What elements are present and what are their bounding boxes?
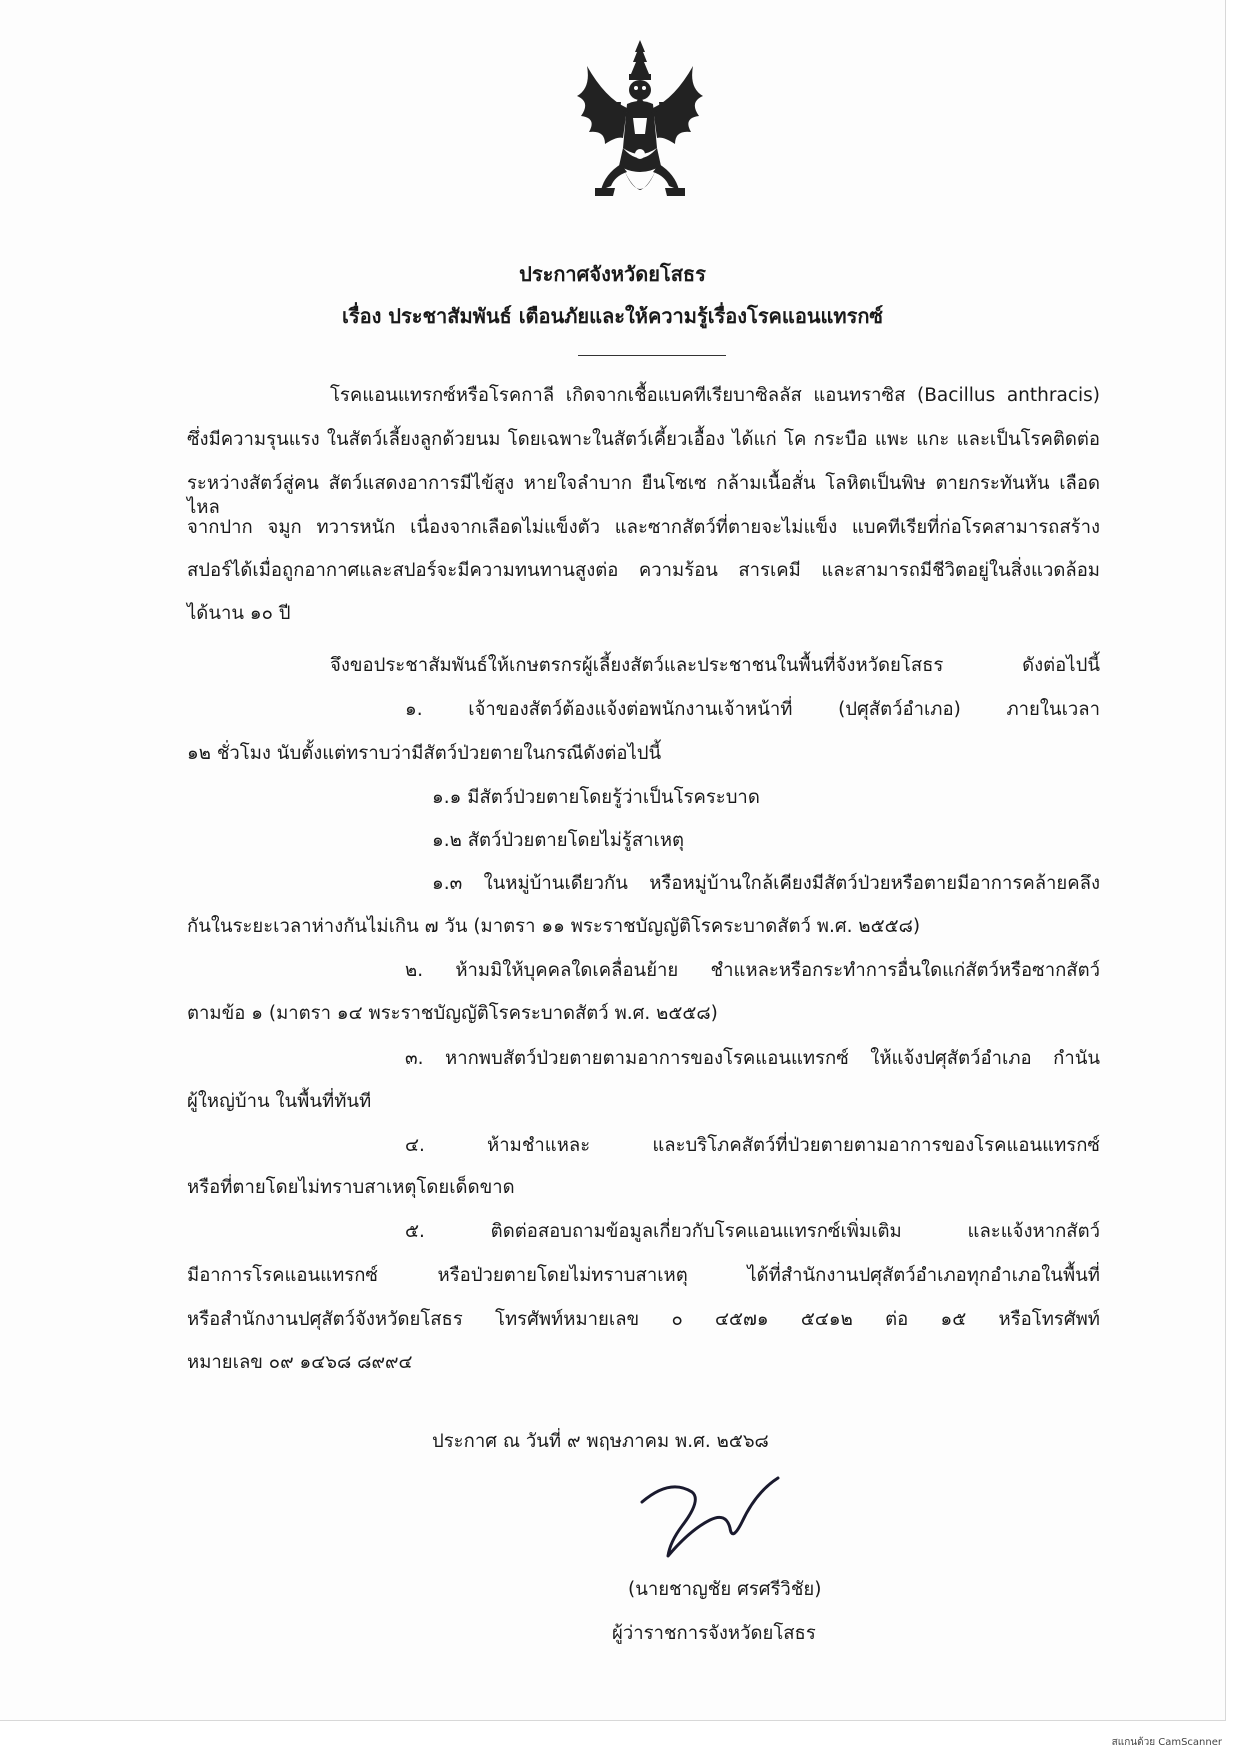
camscanner-footer: สแกนด้วย CamScanner	[1111, 1737, 1222, 1748]
signer-title: ผู้ว่าราชการจังหวัดยโสธร	[612, 1623, 816, 1644]
body-line-9: ๓. หากพบสัตว์ป่วยตายตามอาการของโรคแอนแทรกซ์ ให้แจ้งปศุสัตว์อำเภอ กำนัน	[405, 1048, 1100, 1069]
body-line-10: ผู้ใหญ่บ้าน ในพื้นที่ทันที	[187, 1091, 372, 1112]
date-line: ประกาศ ณ วันที่ ๙ พฤษภาคม พ.ศ. ๒๕๖๘	[432, 1431, 769, 1452]
signer-name: (นายชาญชัย ศรศรีวิชัย)	[628, 1579, 822, 1600]
body-line-1: ๑. เจ้าของสัตว์ต้องแจ้งต่อพนักงานเจ้าหน้าที่ (ปศุสัตว์อำเภอ) ภายในเวลา	[405, 699, 1100, 720]
intro-line-6: ได้นาน ๑๐ ปี	[187, 603, 291, 624]
body-line-11: ๔. ห้ามชำแหละ และบริโภคสัตว์ที่ป่วยตายตามอาการของโรคแอนแทรกซ์	[405, 1135, 1100, 1156]
body-line-16: หมายเลข ๐๙ ๑๔๖๘ ๘๙๙๔	[187, 1352, 413, 1373]
body-line-8: ตามข้อ ๑ (มาตรา ๑๔ พระราชบัญญัติโรคระบาดสัตว์ พ.ศ. ๒๕๕๘)	[187, 1003, 718, 1024]
body-line-14: มีอาการโรคแอนแทรกซ์ หรือป่วยตายโดยไม่ทราบสาเหตุ ได้ที่สำนักงานปศุสัตว์อำเภอทุกอำเภอในพื้นที่	[187, 1265, 1100, 1286]
body-line-2: ๑๒ ชั่วโมง นับตั้งแต่ทราบว่ามีสัตว์ป่วยตายในกรณีดังต่อไปนี้	[187, 743, 662, 764]
announce-line: จึงขอประชาสัมพันธ์ให้เกษตรกรผู้เลี้ยงสัตว์และประชาชนในพื้นที่จังหวัดยโสธร ดังต่อไปนี้	[330, 655, 1100, 676]
document-subject: เรื่อง ประชาสัมพันธ์ เตือนภัยและให้ความรู้เรื่องโรคแอนแทรกซ์	[341, 304, 884, 328]
body-line-7: ๒. ห้ามมิให้บุคคลใดเคลื่อนย้าย ชำแหละหรือกระทำการอื่นใดแก่สัตว์หรือซากสัตว์	[405, 960, 1100, 981]
body-line-6: กันในระยะเวลาห่างกันไม่เกิน ๗ วัน (มาตรา ๑๑ พระราชบัญญัติโรคระบาดสัตว์ พ.ศ. ๒๕๕๘)	[187, 916, 921, 937]
intro-line-3: ระหว่างสัตว์สู่คน สัตว์แสดงอาการมีไข้สูง หายใจลำบาก ยืนโซเซ กล้ามเนื้อสั่น โลหิตเป็นพิษ ตายกระทันหัน เลือดไหล	[187, 473, 1100, 518]
intro-line-5: สปอร์ได้เมื่อถูกอากาศและสปอร์จะมีความทนทานสูงต่อ ความร้อน สารเคมี และสามารถมีชีวิตอยู่ในสิ่งแวดล้อม	[187, 560, 1100, 581]
body-line-12: หรือที่ตายโดยไม่ทราบสาเหตุโดยเด็ดขาด	[187, 1177, 515, 1198]
body-line-15: หรือสำนักงานปศุสัตว์จังหวัดยโสธร โทรศัพท์หมายเลข ๐ ๔๕๗๑ ๕๔๑๒ ต่อ ๑๕ หรือโทรศัพท์	[187, 1309, 1100, 1330]
intro-line-2: ซึ่งมีความรุนแรง ในสัตว์เลี้ยงลูกด้วยนม โดยเฉพาะในสัตว์เคี้ยวเอื้อง ได้แก่ โค กระบือ แพะ แกะ และเป็นโรคติดต่อ	[187, 429, 1100, 450]
document-title: ประกาศจังหวัดยโสธร	[519, 262, 706, 286]
body-line-3: ๑.๑ มีสัตว์ป่วยตายโดยรู้ว่าเป็นโรคระบาด	[432, 787, 760, 808]
title-divider	[578, 355, 726, 356]
intro-line-4: จากปาก จมูก ทวารหนัก เนื่องจากเลือดไม่แข็งตัว และซากสัตว์ที่ตายจะไม่แข็ง แบคทีเรียที่ก่อโรคสามารถสร้าง	[187, 517, 1100, 538]
body-line-5: ๑.๓ ในหมู่บ้านเดียวกัน หรือหมู่บ้านใกล้เคียงมีสัตว์ป่วยหรือตายมีอาการคล้ายคลึง	[432, 873, 1100, 894]
body-line-4: ๑.๒ สัตว์ป่วยตายโดยไม่รู้สาเหตุ	[432, 830, 685, 851]
signature-image	[630, 1470, 790, 1570]
intro-line-1: โรคแอนแทรกซ์หรือโรคกาลี เกิดจากเชื้อแบคทีเรียบาซิลลัส แอนทราซิส (Bacillus anthracis)	[330, 385, 1100, 406]
body-line-13: ๕. ติดต่อสอบถามข้อมูลเกี่ยวกับโรคแอนแทรกซ์เพิ่มเติม และแจ้งหากสัตว์	[405, 1221, 1100, 1242]
garuda-emblem-icon	[565, 38, 715, 208]
